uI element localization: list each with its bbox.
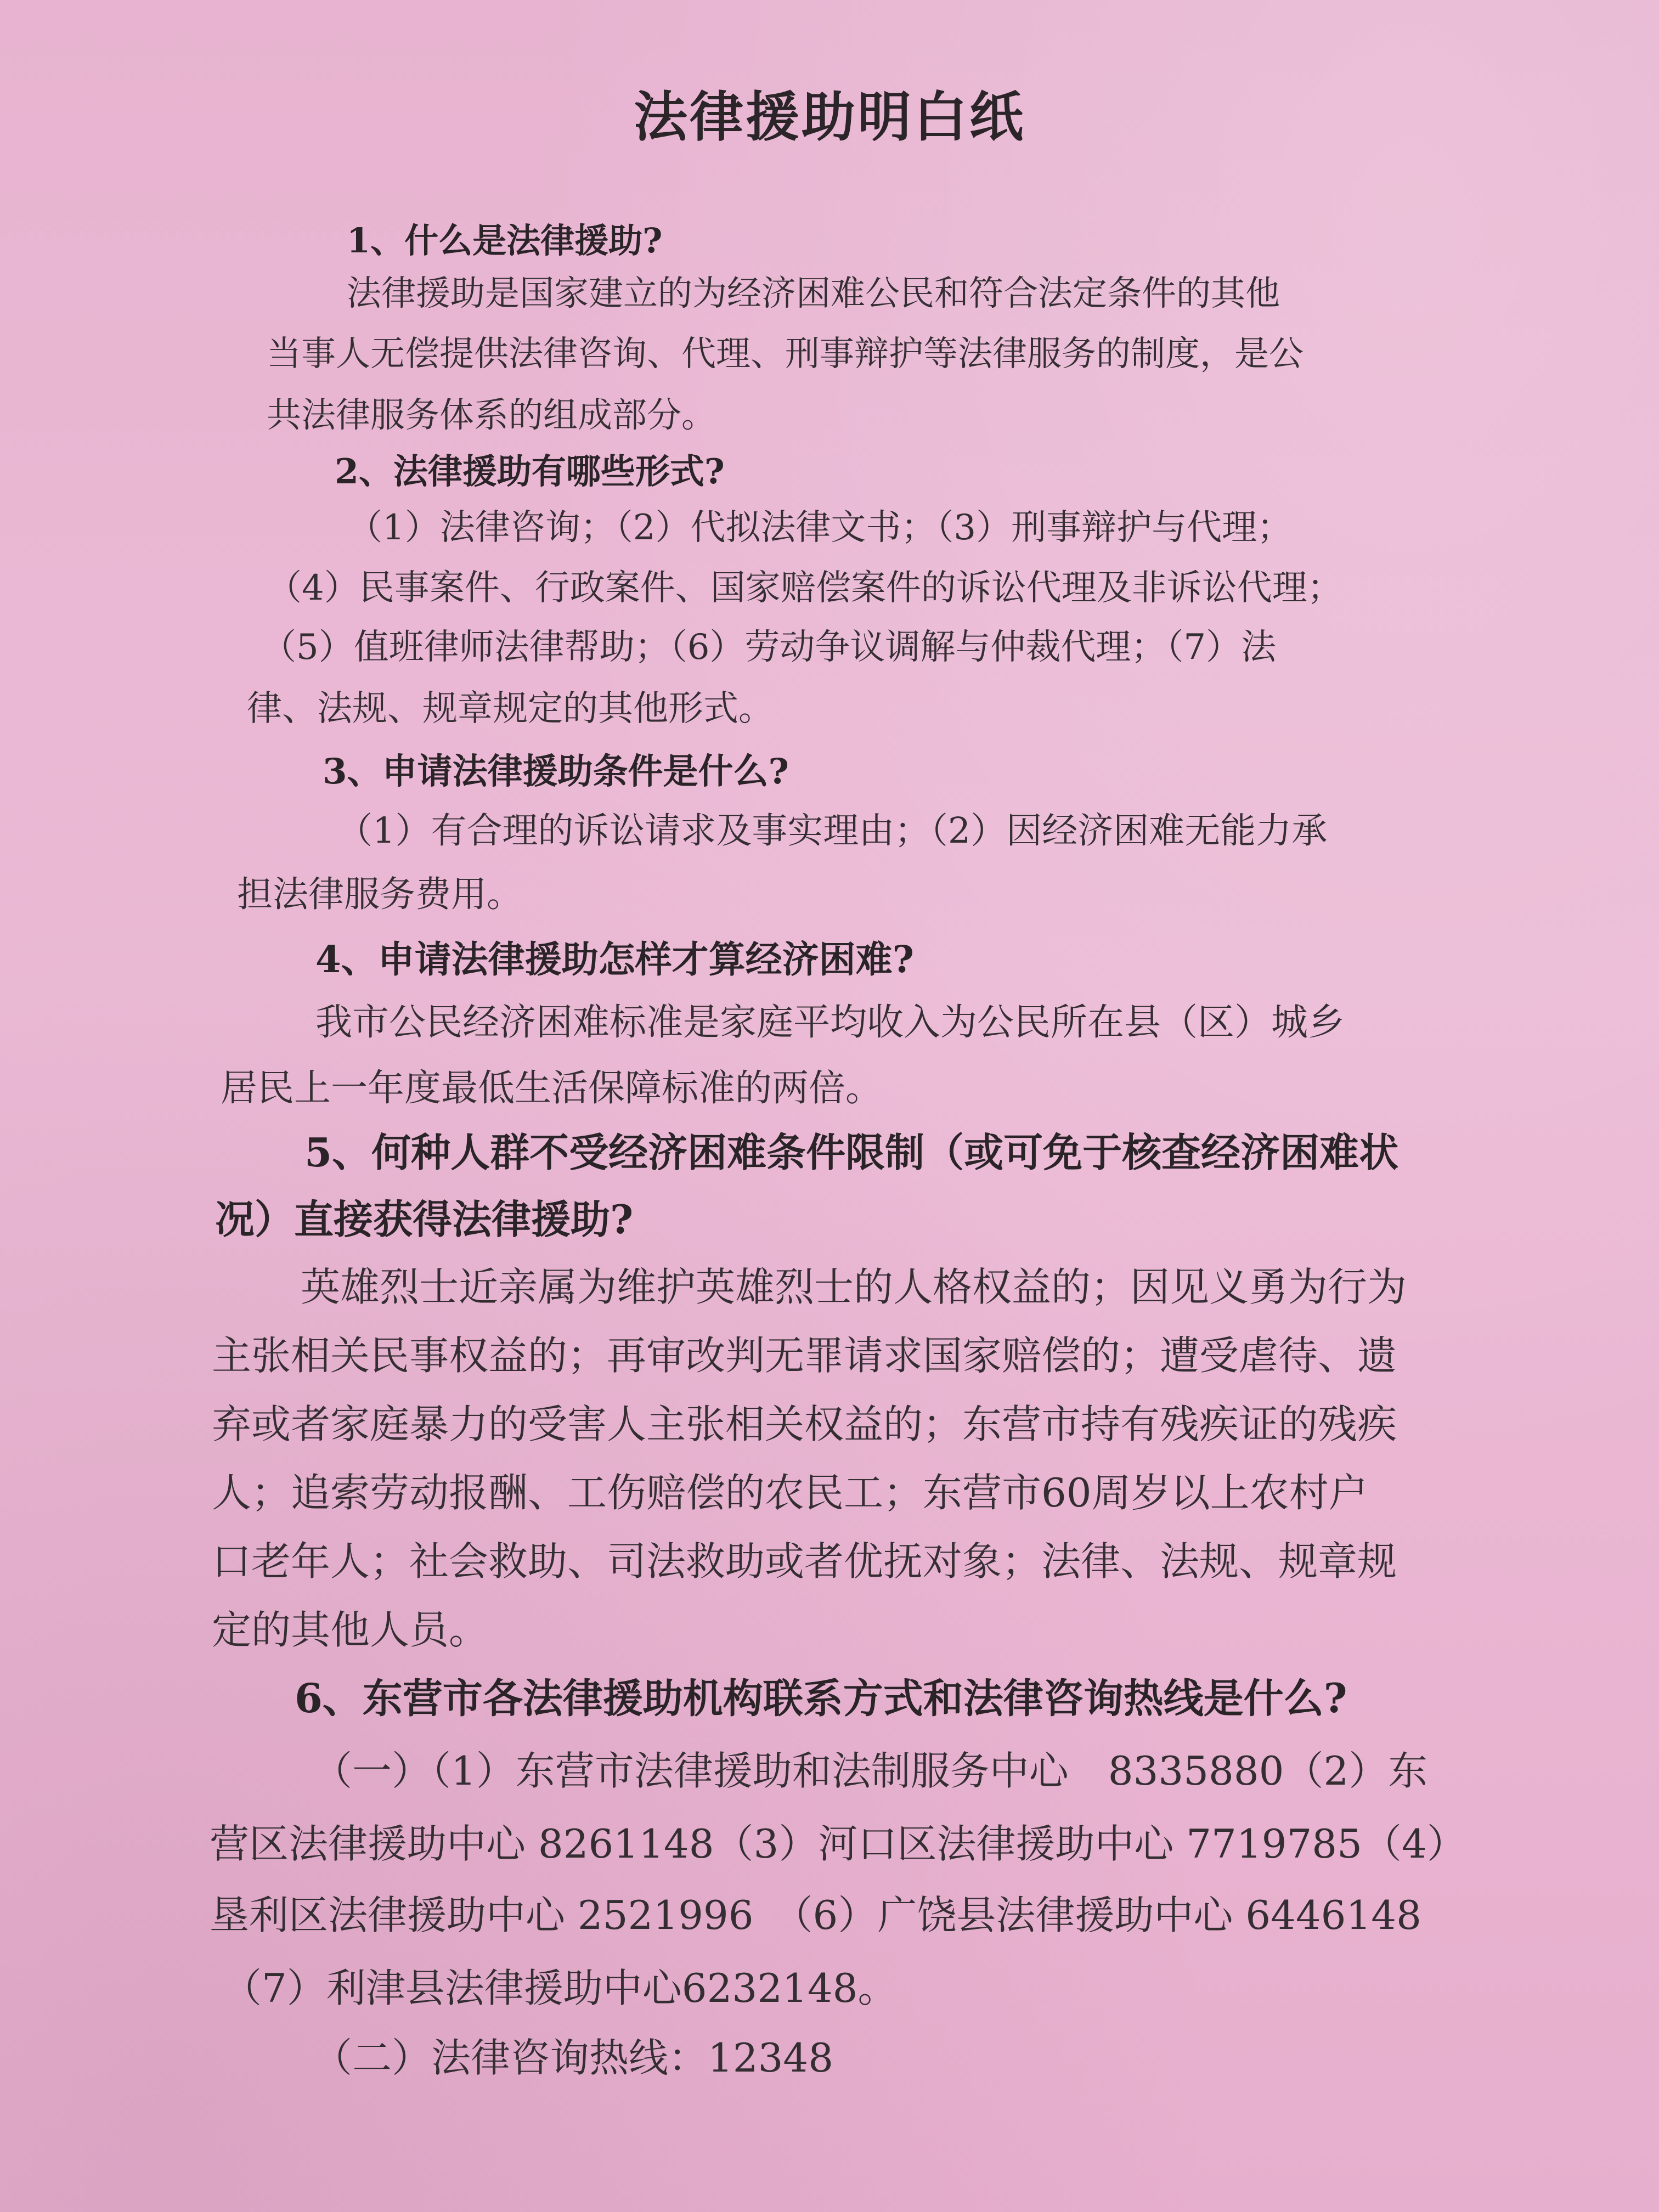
section-5-body-line: 主张相关民事权益的；再审改判无罪请求国家赔偿的；遭受虐待、遗 <box>212 1333 1397 1379</box>
section-4-body-line: 居民上一年度最低生活保障标准的两倍。 <box>221 1066 882 1109</box>
section-4-body-line: 我市公民经济困难标准是家庭平均收入为公民所在县（区）城乡 <box>315 1001 1345 1043</box>
section-1-body-line: 当事人无偿提供法律咨询、代理、刑事辩护等法律服务的制度，是公 <box>267 334 1304 374</box>
section-2-body-line: 律、法规、规章规定的其他形式。 <box>247 689 774 729</box>
section-2-body-line: （5）值班律师法律帮助；（6）劳动争议调解与仲裁代理；（7）法 <box>261 627 1277 668</box>
section-5-body-line: 英雄烈士近亲属为维护英雄烈士的人格权益的；因见义勇为行为 <box>301 1264 1407 1310</box>
section-5-body-line: 人；追索劳动报酬、工伤赔偿的农民工；东营市60周岁以上农村户 <box>212 1470 1368 1516</box>
section-1-heading: 1、什么是法律援助? <box>347 221 663 261</box>
section-1-body-line: 共法律服务体系的组成部分。 <box>267 395 716 435</box>
section-3-body-line: （1）有合理的诉讼请求及事实理由；（2）因经济困难无能力承 <box>337 810 1328 851</box>
section-5-body-line: 弃或者家庭暴力的受害人主张相关权益的；东营市持有残疾证的残疾 <box>212 1401 1397 1447</box>
section-6-body-line: （二）法律咨询热线：12348 <box>313 2035 834 2081</box>
section-5-body-line: 定的其他人员。 <box>212 1607 489 1653</box>
document-title: 法律援助明白纸 <box>633 86 1025 149</box>
section-6-body-line: （一）（1）东营市法律援助和法制服务中心 8335880（2）东 <box>313 1748 1428 1794</box>
section-2-body-line: （4）民事案件、行政案件、国家赔偿案件的诉讼代理及非诉讼代理； <box>267 568 1342 608</box>
section-5-heading: 况）直接获得法律援助? <box>215 1196 634 1243</box>
section-6-body-line: 垦利区法律援助中心 2521996 （6）广饶县法律援助中心 6446148 <box>210 1892 1421 1938</box>
section-3-heading: 3、申请法律援助条件是什么? <box>323 751 789 792</box>
section-4-heading: 4、申请法律援助怎样才算经济困难? <box>315 938 914 981</box>
section-2-body-line: （1）法律咨询；（2）代拟法律文书；（3）刑事辩护与代理； <box>347 507 1293 548</box>
section-1-body-line: 法律援助是国家建立的为经济困难公民和符合法定条件的其他 <box>347 273 1280 313</box>
section-3-body-line: 担法律服务费用。 <box>237 874 523 915</box>
section-6-body-line: （7）利津县法律援助中心6232148。 <box>222 1965 898 2011</box>
section-6-body-line: 营区法律援助中心 8261148（3）河口区法律援助中心 7719785（4） <box>210 1821 1466 1867</box>
section-5-heading: 5、何种人群不受经济困难条件限制（或可免于核查经济困难状 <box>304 1129 1399 1176</box>
section-5-body-line: 口老年人；社会救助、司法救助或者优抚对象；法律、法规、规章规 <box>212 1538 1397 1584</box>
section-2-heading: 2、法律援助有哪些形式? <box>335 451 725 492</box>
section-6-heading: 6、东营市各法律援助机构联系方式和法律咨询热线是什么? <box>295 1675 1347 1722</box>
